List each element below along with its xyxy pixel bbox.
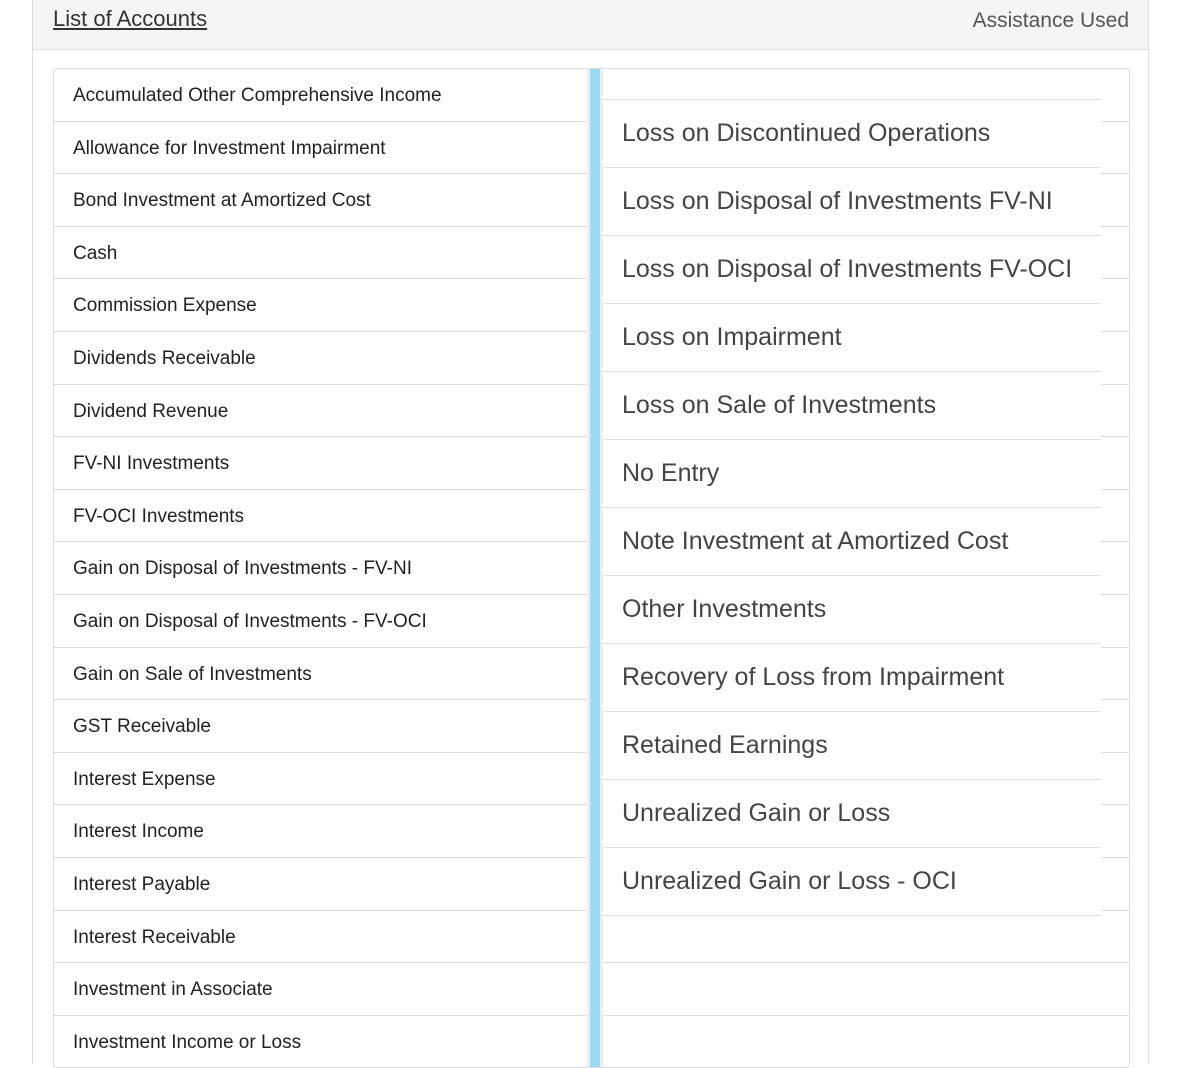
account-list-item[interactable]: Cash (54, 227, 587, 280)
list-row-divider (603, 1016, 1130, 1068)
account-list-item[interactable]: Investment Income or Loss (54, 1016, 587, 1068)
account-list-item[interactable]: Gain on Disposal of Investments - FV-NI (54, 542, 587, 595)
panel-header (33, 0, 1148, 50)
scrollbar-track[interactable] (587, 68, 603, 1068)
dropdown-option[interactable]: Loss on Disposal of Investments FV-NI (603, 168, 1101, 236)
account-list-item[interactable]: Interest Receivable (54, 911, 587, 964)
dropdown-option[interactable]: Retained Earnings (603, 712, 1101, 780)
scrollbar-thumb[interactable] (590, 68, 600, 1068)
dropdown-option[interactable]: Unrealized Gain or Loss (603, 780, 1101, 848)
accounts-list-box (53, 68, 1130, 1068)
accounts-panel (32, 0, 1149, 1064)
account-list-item[interactable]: Gain on Disposal of Investments - FV-OCI (54, 595, 587, 648)
account-list-item[interactable]: Dividends Receivable (54, 332, 587, 385)
account-list-item[interactable]: FV-NI Investments (54, 437, 587, 490)
dropdown-option[interactable]: Other Investments (603, 576, 1101, 644)
dropdown-option[interactable]: Loss on Impairment (603, 304, 1101, 372)
list-row-divider (603, 963, 1130, 1016)
list-row-divider (603, 911, 1130, 964)
account-list-item[interactable]: Investment in Associate (54, 963, 587, 1016)
account-list-item[interactable]: Commission Expense (54, 279, 587, 332)
account-list-item[interactable]: Bond Investment at Amortized Cost (54, 174, 587, 227)
dropdown-option[interactable]: Loss on Disposal of Investments FV-OCI (603, 236, 1101, 304)
account-list-item[interactable]: Interest Payable (54, 858, 587, 911)
assistance-used-label: Assistance Used (972, 9, 1129, 32)
account-list-item[interactable]: GST Receivable (54, 700, 587, 753)
dropdown-option[interactable]: No Entry (603, 440, 1101, 508)
account-list-item[interactable]: Gain on Sale of Investments (54, 648, 587, 701)
accounts-list (54, 69, 587, 1068)
dropdown-option[interactable]: Loss on Sale of Investments (603, 372, 1101, 440)
account-list-item[interactable]: Interest Expense (54, 753, 587, 806)
dropdown-option[interactable]: Loss on Discontinued Operations (603, 100, 1101, 168)
dropdown-option[interactable]: Unrealized Gain or Loss - OCI (603, 848, 1101, 916)
account-list-item[interactable]: Dividend Revenue (54, 385, 587, 438)
account-list-item[interactable]: Interest Income (54, 805, 587, 858)
account-list-item[interactable]: Allowance for Investment Impairment (54, 122, 587, 175)
account-list-item[interactable]: FV-OCI Investments (54, 490, 587, 543)
account-list-item[interactable]: Accumulated Other Comprehensive Income (54, 69, 587, 122)
account-dropdown-menu (603, 99, 1101, 916)
list-of-accounts-link[interactable]: List of Accounts (53, 6, 208, 31)
dropdown-option[interactable]: Note Investment at Amortized Cost (603, 508, 1101, 576)
dropdown-option[interactable]: Recovery of Loss from Impairment (603, 644, 1101, 712)
